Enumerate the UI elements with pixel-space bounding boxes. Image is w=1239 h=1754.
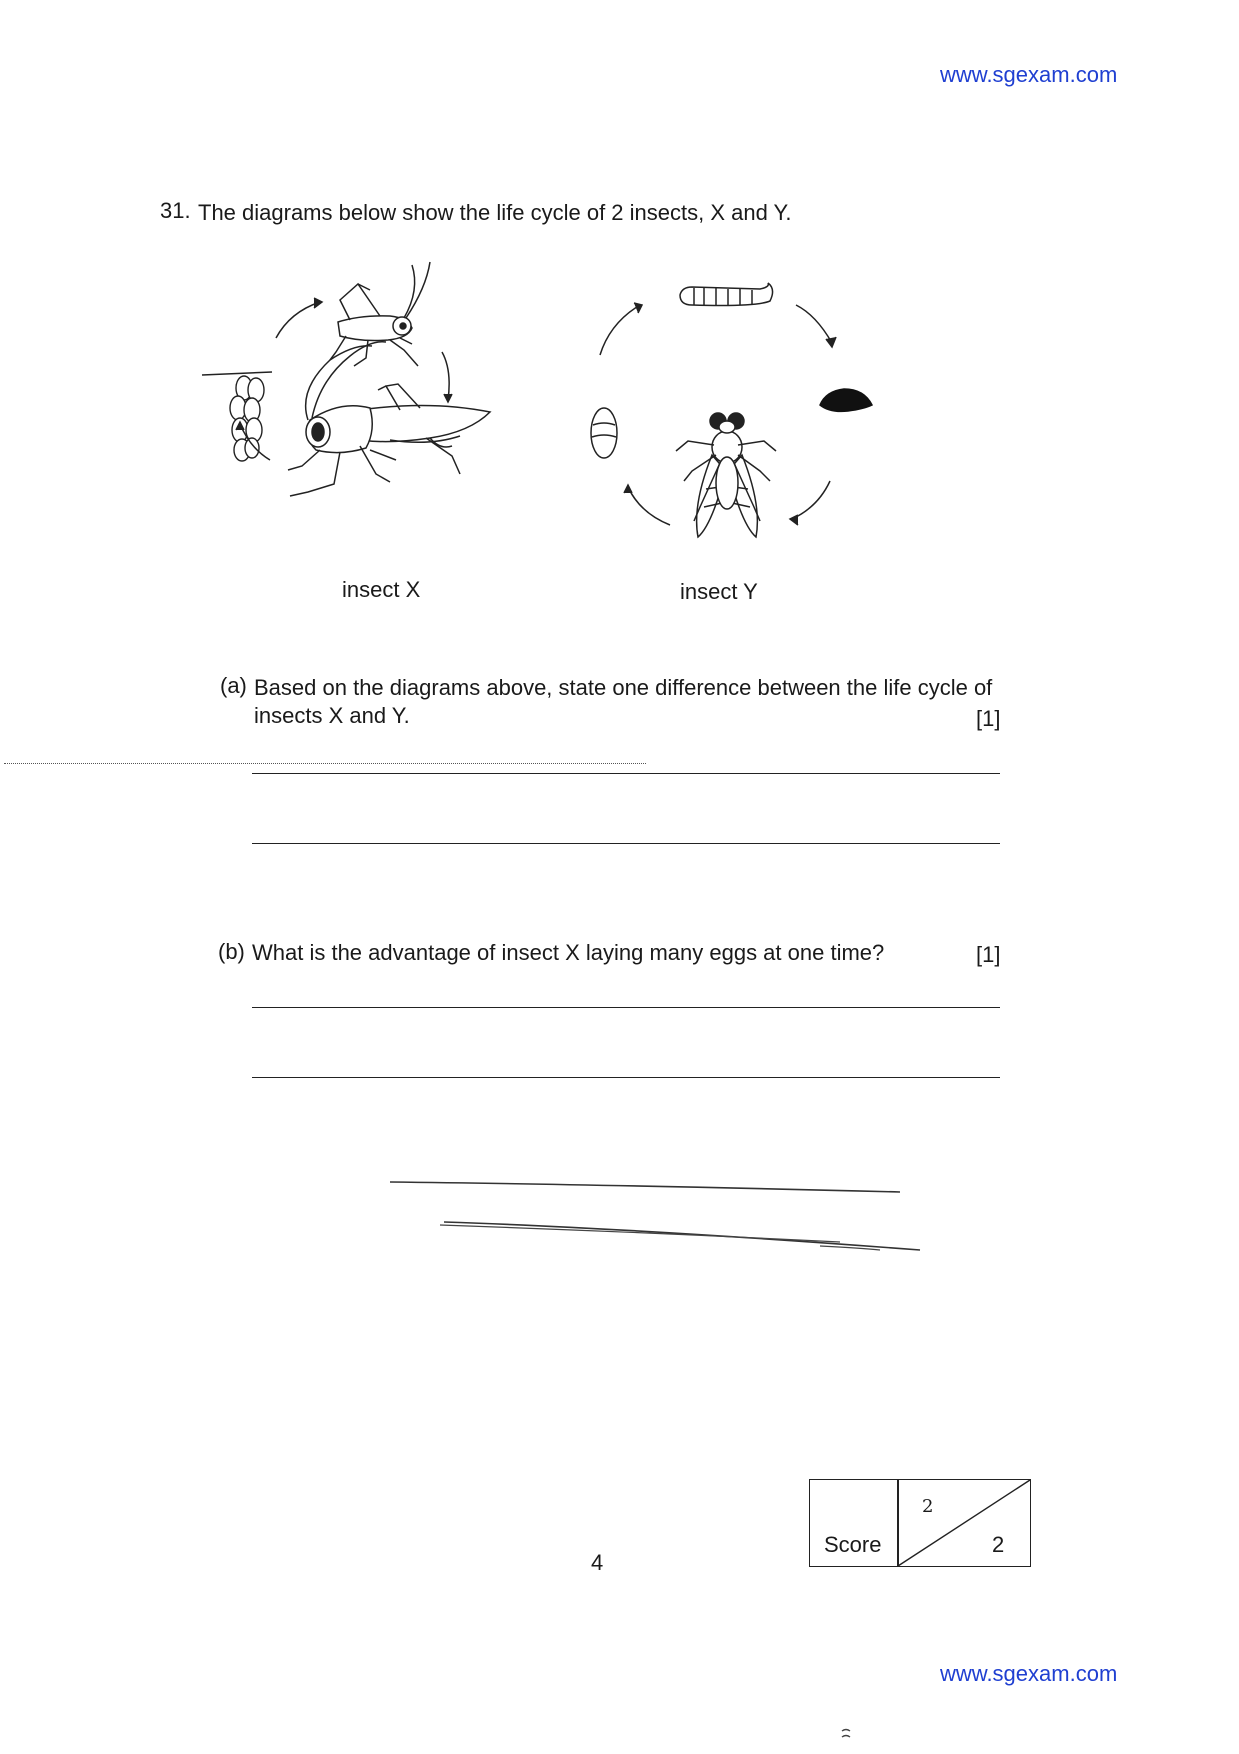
answer-line-b2[interactable] [252, 1077, 1000, 1078]
footer-watermark: www.sgexam.com [940, 1661, 1118, 1686]
pen-strokes [380, 1170, 940, 1250]
answer-line-a2[interactable] [252, 843, 1000, 844]
nymph-icon [330, 262, 430, 366]
part-b-label: (b) [218, 939, 245, 964]
egg-cluster-icon [202, 372, 272, 461]
caption-insect-y: insect Y [680, 579, 758, 604]
pupa-icon [820, 389, 872, 411]
adult-fly-icon [676, 413, 776, 537]
score-diagonal [898, 1480, 1030, 1566]
header-watermark: www.sgexam.com [940, 62, 1118, 87]
larva-icon [680, 283, 773, 306]
part-a-label: (a) [220, 673, 247, 698]
scan-mark [840, 1728, 852, 1742]
part-a-question-line1: Based on the diagrams above, state one difference between the life cycle of [254, 675, 993, 700]
part-a-question-line2: insects X and Y. [254, 703, 410, 728]
insect-y-life-cycle-diagram [580, 275, 910, 565]
score-total: 2 [992, 1532, 1005, 1557]
score-label-cell [809, 1479, 899, 1567]
answer-line-b1[interactable] [252, 1007, 1000, 1008]
dotted-rule [4, 763, 646, 764]
score-label: Score [824, 1532, 882, 1557]
score-value-cell [897, 1479, 1031, 1567]
adult-grasshopper-icon [288, 342, 490, 496]
question-stem: The diagrams below show the life cycle of 2 insects, X and Y. [198, 200, 792, 225]
egg-icon [591, 408, 617, 458]
page-number: 4 [591, 1550, 604, 1575]
caption-insect-x: insect X [342, 577, 421, 602]
part-a-marks: [1] [976, 706, 1001, 731]
part-b-marks: [1] [976, 942, 1001, 967]
insect-x-life-cycle-diagram [190, 260, 530, 560]
answer-line-a1[interactable] [252, 773, 1000, 774]
score-awarded: 2 [922, 1496, 934, 1517]
part-b-question: What is the advantage of insect X laying many eggs at one time? [252, 940, 885, 965]
question-number: 31. [160, 198, 191, 223]
